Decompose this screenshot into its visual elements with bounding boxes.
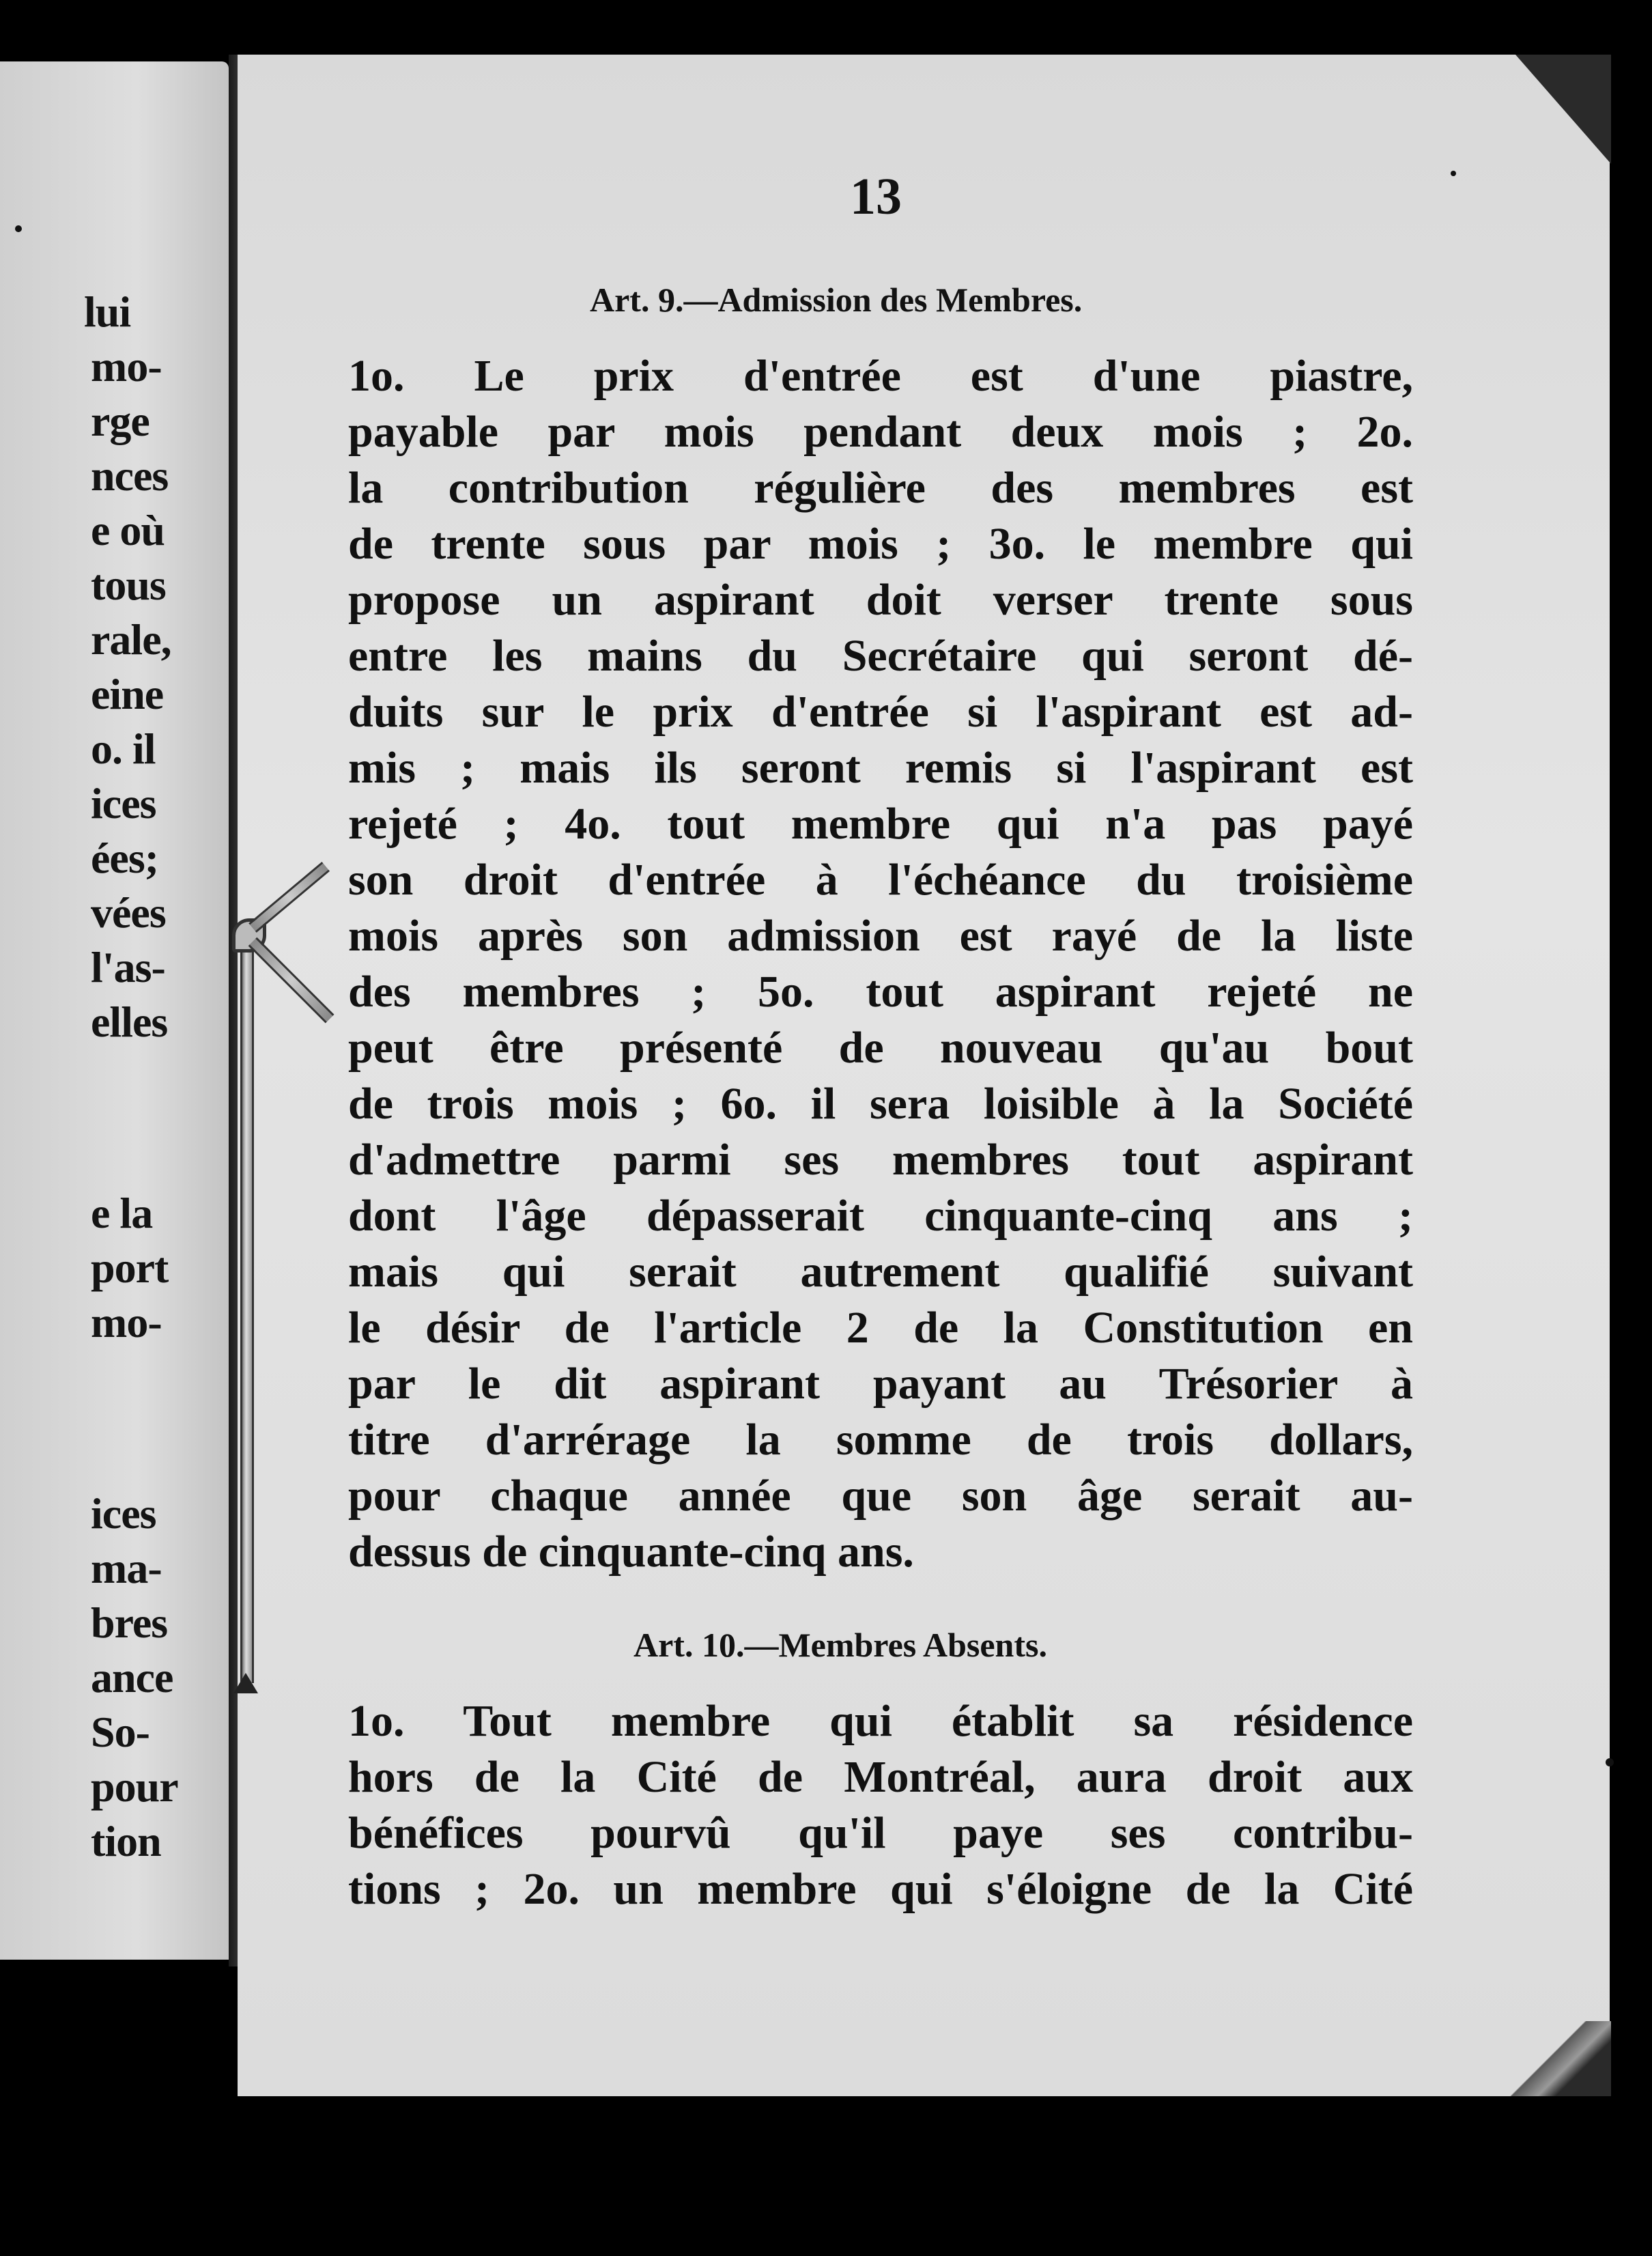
- text-line: duits sur le prix d'entrée si l'aspirant est ad-: [348, 687, 1413, 737]
- left-fragment-line: ées;: [91, 834, 159, 882]
- left-fragment-line: l'as-: [91, 943, 165, 991]
- left-fragment-line: rge: [91, 397, 149, 445]
- left-fragment-line: ices: [91, 779, 156, 828]
- text-line: son droit d'entrée à l'échéance du troisième: [348, 855, 1413, 905]
- text-line: hors de la Cité de Montréal, aura droit aux: [348, 1752, 1413, 1802]
- left-fragment-line: port: [91, 1243, 169, 1292]
- left-fragment-line: e la: [91, 1189, 153, 1237]
- left-fragment-line: mo-: [91, 342, 162, 391]
- left-fragment-line: mo-: [91, 1298, 162, 1346]
- bookmark-string-tip: [233, 1673, 258, 1693]
- left-fragment-line: tous: [91, 561, 166, 609]
- text-line: bénéfices pourvû qu'il paye ses contribu-: [348, 1808, 1413, 1858]
- scan-speck: [1606, 1758, 1614, 1766]
- left-fragment-line: lui: [84, 287, 131, 336]
- left-fragment-line: o. il: [91, 724, 156, 773]
- text-line: dont l'âge dépasserait cinquante-cinq ans ;: [348, 1191, 1413, 1241]
- left-fragment-line: elles: [91, 998, 168, 1046]
- text-line: dessus de cinquante-cinq ans.: [348, 1527, 914, 1577]
- text-line: 1o. Tout membre qui établit sa résidence: [348, 1696, 1413, 1746]
- text-line: par le dit aspirant payant au Trésorier à: [348, 1359, 1413, 1409]
- text-line: mois après son admission est rayé de la liste: [348, 911, 1413, 961]
- text-line: tions ; 2o. un membre qui s'éloigne de la Cité: [348, 1864, 1413, 1914]
- scan-speck: [15, 225, 22, 232]
- left-fragment-line: ma-: [91, 1544, 162, 1592]
- left-fragment-line: ance: [91, 1653, 173, 1702]
- left-fragment-line: pour: [91, 1762, 178, 1811]
- left-fragment-line: e où: [91, 506, 165, 554]
- text-line: pour chaque année que son âge serait au-: [348, 1471, 1413, 1521]
- section-heading: Art. 10.—Membres Absents.: [633, 1626, 1047, 1664]
- left-fragment-line: eine: [91, 670, 164, 718]
- page-number: 13: [850, 168, 902, 225]
- text-line: propose un aspirant doit verser trente sous: [348, 575, 1413, 625]
- text-line: la contribution régulière des membres est: [348, 463, 1413, 513]
- left-fragment-line: vées: [91, 888, 166, 937]
- text-line: des membres ; 5o. tout aspirant rejeté ne: [348, 967, 1413, 1017]
- text-line: payable par mois pendant deux mois ; 2o.: [348, 407, 1413, 457]
- text-line: mais qui serait autrement qualifié suivant: [348, 1247, 1413, 1297]
- text-line: d'admettre parmi ses membres tout aspirant: [348, 1135, 1413, 1185]
- section-heading: Art. 9.—Admission des Membres.: [590, 281, 1083, 319]
- left-fragment-line: nces: [91, 451, 169, 500]
- left-fragment-line: bres: [91, 1598, 168, 1647]
- text-line: 1o. Le prix d'entrée est d'une piastre,: [348, 351, 1413, 401]
- text-line: de trois mois ; 6o. il sera loisible à la Société: [348, 1079, 1413, 1129]
- scan-speck: [1451, 171, 1456, 176]
- folded-corner-bottom: [1502, 2021, 1611, 2096]
- text-line: entre les mains du Secrétaire qui seront dé-: [348, 631, 1413, 681]
- text-line: titre d'arrérage la somme de trois dollars,: [348, 1415, 1413, 1465]
- left-fragment-line: tion: [91, 1817, 161, 1865]
- text-line: de trente sous par mois ; 3o. le membre qui: [348, 519, 1413, 569]
- text-line: peut être présenté de nouveau qu'au bout: [348, 1023, 1413, 1073]
- text-line: le désir de l'article 2 de la Constitution en: [348, 1303, 1413, 1353]
- left-fragment-line: So-: [91, 1708, 149, 1756]
- text-line: rejeté ; 4o. tout membre qui n'a pas payé: [348, 799, 1413, 849]
- text-line: mis ; mais ils seront remis si l'aspirant est: [348, 743, 1413, 793]
- bookmark-string: [240, 939, 254, 1683]
- left-fragment-line: rale,: [91, 615, 171, 664]
- folded-corner-top: [1515, 55, 1611, 164]
- left-page-fragment: [0, 61, 229, 1960]
- left-fragment-line: ices: [91, 1489, 156, 1538]
